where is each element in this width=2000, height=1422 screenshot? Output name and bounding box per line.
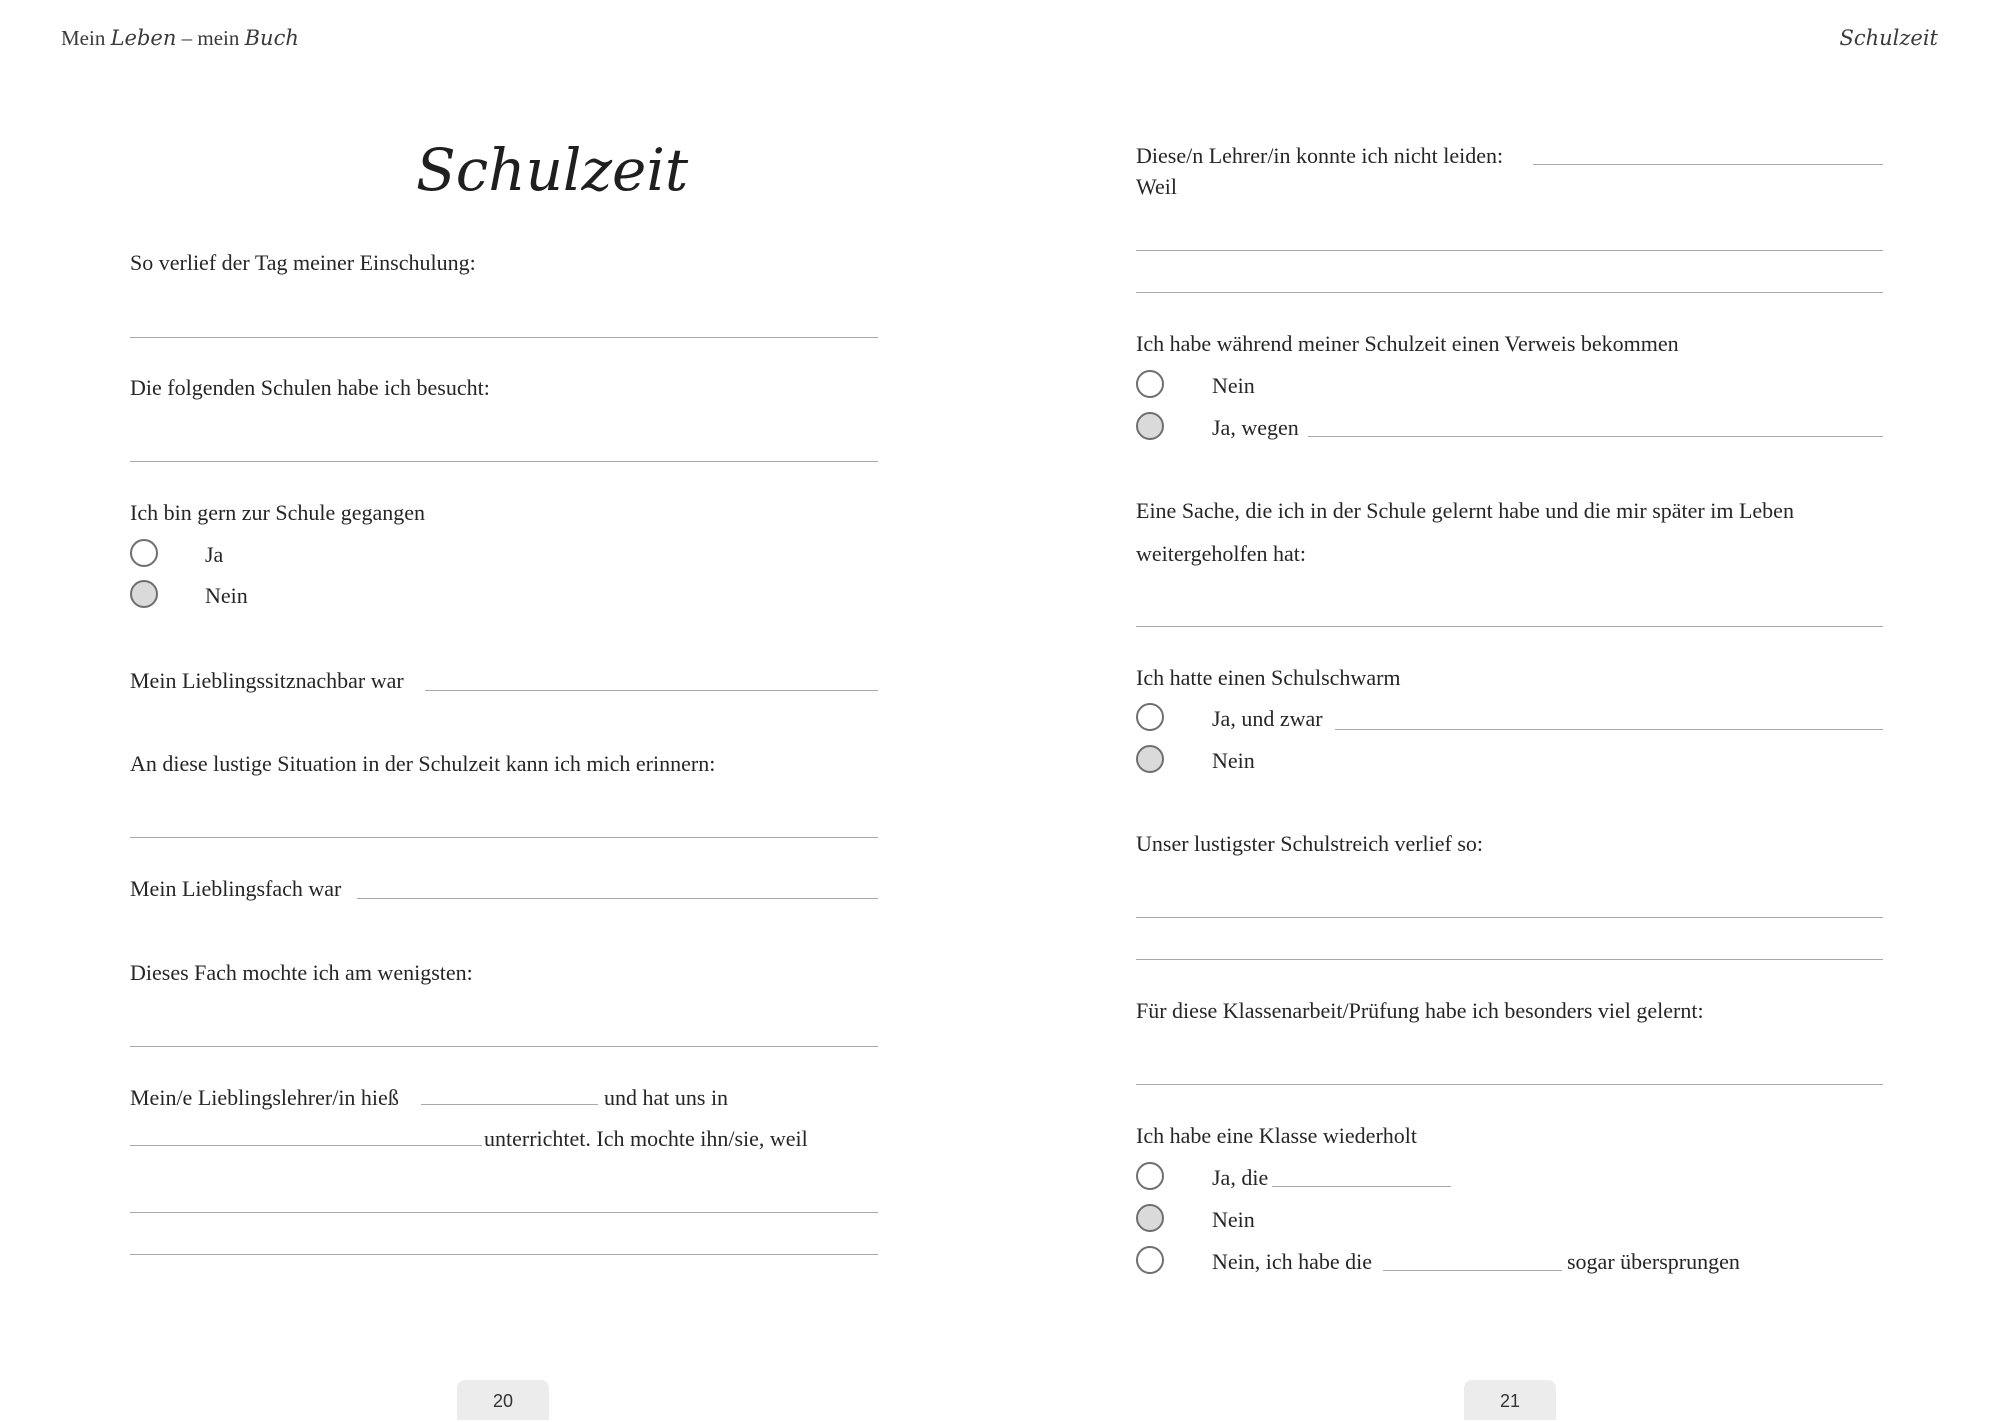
- answer-line-verweis-wegen[interactable]: [1308, 436, 1883, 437]
- option-uebersprungen-label-b: sogar übersprungen: [1567, 1249, 1740, 1274]
- option-verweis-ja-label: Ja, wegen: [1212, 415, 1299, 440]
- answer-line-einschulung[interactable]: [130, 337, 878, 338]
- answer-line-weil-1[interactable]: [1136, 250, 1883, 251]
- radio-gern-ja[interactable]: [130, 539, 158, 567]
- answer-line-schwarm[interactable]: [1335, 729, 1883, 730]
- answer-line-nicht-leiden[interactable]: [1533, 164, 1883, 165]
- answer-line-sache[interactable]: [1136, 626, 1883, 627]
- answer-line-weil-2[interactable]: [1136, 292, 1883, 293]
- answer-line-uebersprungen-klasse[interactable]: [1383, 1270, 1562, 1271]
- weil-label: Weil: [1136, 174, 1177, 199]
- question-sitznachbar: Mein Lieblingssitznachbar war: [130, 668, 404, 693]
- radio-schwarm-ja[interactable]: [1136, 703, 1164, 731]
- answer-line-streich-2[interactable]: [1136, 959, 1883, 960]
- running-header-right: Schulzeit: [1839, 26, 1938, 50]
- question-klassenarbeit: Für diese Klassenarbeit/Prüfung habe ich besonders viel gelernt:: [1136, 998, 1704, 1023]
- question-streich: Unser lustigster Schulstreich verlief so:: [1136, 831, 1484, 856]
- answer-line-sitznachbar[interactable]: [425, 690, 878, 691]
- header-sep: – mein: [181, 26, 240, 50]
- answer-line-lehrer-weil-2[interactable]: [130, 1254, 878, 1255]
- question-wenigsten: Dieses Fach mochte ich am wenigsten:: [130, 960, 473, 985]
- question-lehrer-b: und hat uns in: [604, 1085, 729, 1110]
- radio-wiederholt-ja[interactable]: [1136, 1162, 1164, 1190]
- question-verweis: Ich habe während meiner Schulzeit einen Verweis bekommen: [1136, 331, 1679, 356]
- question-gern: Ich bin gern zur Schule gegangen: [130, 500, 426, 525]
- radio-verweis-ja[interactable]: [1136, 412, 1164, 440]
- header-buch: Buch: [244, 26, 299, 50]
- page-number-right: 21: [1464, 1380, 1556, 1420]
- question-sache-line2: weitergeholfen hat:: [1136, 541, 1307, 566]
- radio-gern-nein[interactable]: [130, 580, 158, 608]
- option-schwarm-ja-label: Ja, und zwar: [1212, 706, 1323, 731]
- answer-line-wiederholt-klasse[interactable]: [1272, 1186, 1451, 1187]
- question-nicht-leiden: Diese/n Lehrer/in konnte ich nicht leiden:: [1136, 143, 1504, 168]
- radio-schwarm-nein[interactable]: [1136, 745, 1164, 773]
- answer-line-lehrer-name[interactable]: [421, 1104, 598, 1105]
- question-schulen: Die folgenden Schulen habe ich besucht:: [130, 375, 490, 400]
- header-mein: Mein: [61, 26, 106, 50]
- radio-verweis-nein[interactable]: [1136, 370, 1164, 398]
- answer-line-streich-1[interactable]: [1136, 917, 1883, 918]
- question-wiederholt: Ich habe eine Klasse wiederholt: [1136, 1123, 1417, 1148]
- answer-line-lehrer-weil-1[interactable]: [130, 1212, 878, 1213]
- running-header-left: [61, 26, 299, 51]
- question-lehrer-a: Mein/e Lieblingslehrer/in hieß: [130, 1085, 399, 1110]
- answer-line-wenigsten[interactable]: [130, 1046, 878, 1047]
- radio-uebersprungen[interactable]: [1136, 1246, 1164, 1274]
- option-schwarm-nein-label: Nein: [1212, 748, 1255, 773]
- question-situation: An diese lustige Situation in der Schulzeit kann ich mich erinnern:: [130, 751, 716, 776]
- page-title: Schulzeit: [416, 136, 689, 204]
- option-gern-ja-label: Ja: [205, 542, 224, 567]
- radio-wiederholt-nein[interactable]: [1136, 1204, 1164, 1232]
- answer-line-klassenarbeit[interactable]: [1136, 1084, 1883, 1085]
- question-lehrer-c: unterrichtet. Ich mochte ihn/sie, weil: [484, 1126, 808, 1151]
- question-einschulung: So verlief der Tag meiner Einschulung:: [130, 250, 476, 275]
- option-verweis-nein-label: Nein: [1212, 373, 1255, 398]
- question-schwarm: Ich hatte einen Schulschwarm: [1136, 665, 1401, 690]
- answer-line-situation[interactable]: [130, 837, 878, 838]
- option-gern-nein-label: Nein: [205, 583, 248, 608]
- option-uebersprungen-label-a: Nein, ich habe die: [1212, 1249, 1373, 1274]
- answer-line-lehrer-fach[interactable]: [130, 1145, 482, 1146]
- question-sache-line1: Eine Sache, die ich in der Schule gelernt habe und die mir später im Leben: [1136, 498, 1794, 523]
- page-number-left: 20: [457, 1380, 549, 1420]
- option-wiederholt-ja-label: Ja, die: [1212, 1165, 1269, 1190]
- answer-line-schulen[interactable]: [130, 461, 878, 462]
- header-leben: Leben: [110, 26, 177, 50]
- option-wiederholt-nein-label: Nein: [1212, 1207, 1255, 1232]
- question-lieblingsfach: Mein Lieblingsfach war: [130, 876, 342, 901]
- answer-line-lieblingsfach[interactable]: [357, 898, 878, 899]
